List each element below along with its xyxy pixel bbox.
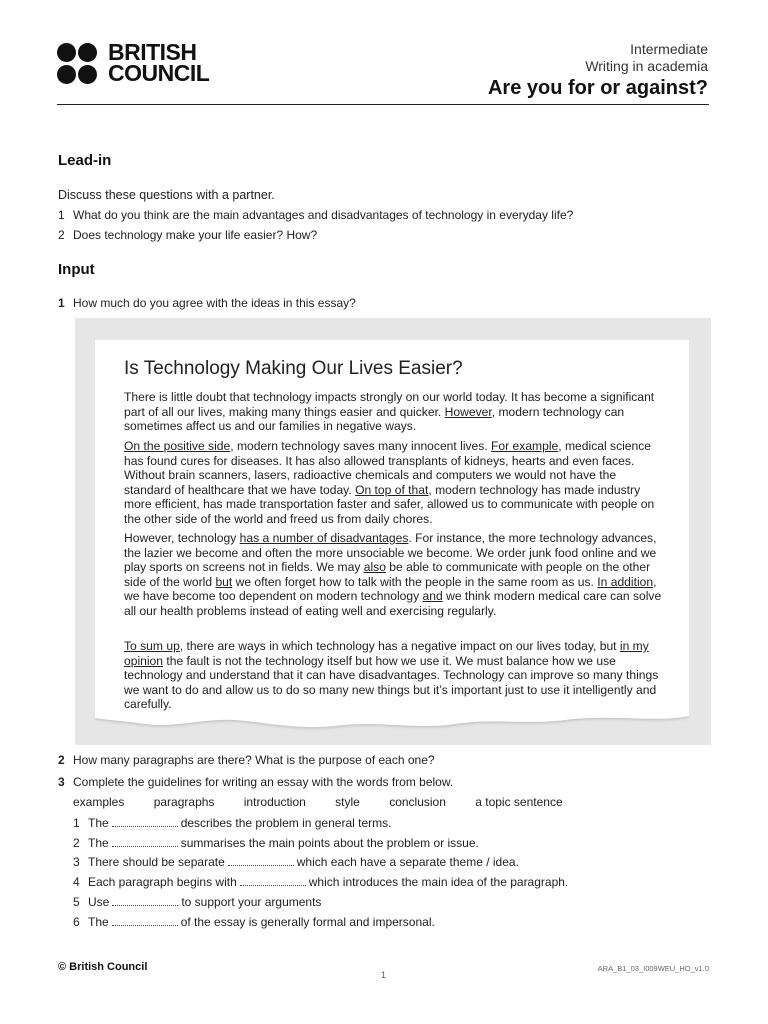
course-label: Writing in academia [585,58,708,74]
guideline-1: 1 The describes the problem in general terms. [73,816,392,830]
guideline-5: 5 Use to support your arguments [73,895,322,909]
lead-in-heading: Lead-in [58,152,112,169]
essay-title: Is Technology Making Our Lives Easier? [124,358,463,379]
lead-in-question-2: 2 Does technology make your life easier? How? [58,228,318,242]
input-question-1: 1 How much do you agree with the ideas in this essay? [58,296,356,310]
essay-paragraph-4: To sum up, there are ways in which technology has a negative impact on our lives today, but in my opinion the fault is not the technology itself but how we use it. We must balance how we use technology and understand that it can have disadvantages. Technology can improve so many things we want to do and allow us to do so many new things but it’s important just to use it intelligently and carefully. [124,639,659,711]
essay-paragraph-3: However, technology has a number of disadvantages. For instance, the more technology advances, the lazier we become and often the more unsociable we become. We order junk food online and we play sports on screens not in fields. We may also be able to communicate with people on the other side of the world but we often forget how to talk with the people in the same room as us. In addition, we have become too dependent on modern technology and we think modern medical care can solve all our health problems instead of eating well and exercising regularly. [124,531,662,618]
logo-dots-icon [57,43,103,89]
copyright-footer: © British Council [58,961,148,973]
guideline-2: 2 The summarises the main points about the problem or issue. [73,836,479,850]
word-bank-item: a topic sentence [475,795,563,809]
word-bank-item: conclusion [389,795,446,809]
logo-text: BRITISH COUNCIL [108,39,210,86]
word-bank-item: paragraphs [153,795,215,809]
blank-field[interactable] [112,895,178,906]
essay-paragraph-1: There is little doubt that technology impacts strongly on our world today. It has become a significant part of all our lives, making many things easier and quicker. However, modern technology can sometimes affect us and our families in negative ways. [124,390,655,433]
page-number: 1 [381,970,387,980]
guideline-4: 4 Each paragraph begins with which introduces the main idea of the paragraph. [73,875,569,889]
level-label: Intermediate [630,41,708,57]
lead-in-intro: Discuss these questions with a partner. [58,188,275,202]
blank-field[interactable] [112,816,178,827]
header-info [488,41,708,101]
british-council-logo [57,39,227,87]
guideline-6: 6 The of the essay is generally formal and impersonal. [73,915,435,929]
guideline-3: 3 There should be separate which each have a separate theme / idea. [73,855,519,869]
input-heading: Input [58,261,95,278]
essay-paragraph-2: On the positive side, modern technology saves many innocent lives. For example, medical science has found cures for diseases. It has also allowed transplants of kidneys, hearts and even faces. Without brain scanners, lasers, radioactive chemicals and computers we would not have the standard of healthcare that we have today. On top of that, modern technology has made industry more efficient, has made transportation faster and safer, allowed us to communicate with people on the other side of the world and freed us from daily chores. [124,439,655,526]
input-question-3: 3 Complete the guidelines for writing an essay with the words from below. [58,775,454,789]
document-code: ARA_B1_03_I009WEU_HO_v1.0 [597,964,709,973]
word-bank [73,795,589,809]
lead-in-question-1: 1 What do you think are the main advantages and disadvantages of technology in everyday life? [58,208,574,222]
blank-field[interactable] [112,836,178,847]
word-bank-item: examples [73,795,125,809]
word-bank-item: introduction [243,795,306,809]
blank-field[interactable] [240,875,306,886]
blank-field[interactable] [112,915,178,926]
input-question-2: 2 How many paragraphs are there? What is the purpose of each one? [58,753,435,767]
header-divider [57,104,709,105]
word-bank-item: style [335,795,360,809]
blank-field[interactable] [228,855,294,866]
page-title: Are you for or against? [487,77,708,99]
